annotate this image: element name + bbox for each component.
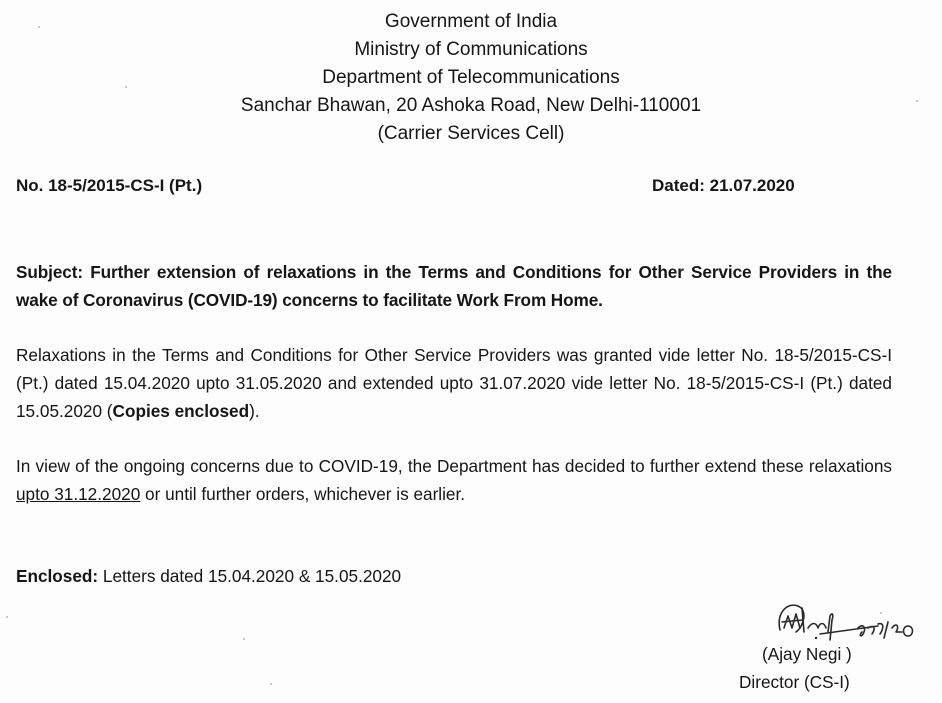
letterhead-address: Sanchar Bhawan, 20 Ashoka Road, New Delhi-110001 [240, 95, 702, 116]
subject-text: Further extension of relaxations in the Terms and Conditions for Other Service Providers in the wake of Coronavirus (COVID-19) concerns to facilitate Work From Home. [16, 262, 892, 310]
signatory-title: Director (CS-I) [739, 672, 850, 692]
body-paragraph-2 [16, 452, 892, 508]
scan-speck [916, 100, 918, 102]
letterhead-government: Government of India [384, 11, 558, 32]
signatory-name: (Ajay Negi ) [762, 644, 852, 664]
paragraph2-text-before: In view of the ongoing concerns due to COVID-19, the Department has decided to further extend these relaxations [16, 456, 892, 476]
letterhead-department: Department of Telecommunications [322, 67, 620, 88]
scan-speck [880, 612, 882, 614]
letterhead [0, 8, 942, 148]
subject-label: Subject: [16, 262, 84, 282]
scan-speck [243, 638, 245, 640]
paragraph1-suffix: ). [249, 401, 260, 421]
body-paragraph-1 [16, 341, 892, 425]
letterhead-ministry: Ministry of Communications [354, 39, 588, 60]
scan-speck [6, 616, 8, 618]
reference-date: Dated: 21.07.2020 [652, 176, 795, 195]
scan-speck [38, 26, 40, 28]
extension-date-underlined: upto 31.12.2020 [16, 484, 141, 504]
enclosure-text: Letters dated 15.04.2020 & 15.05.2020 [98, 566, 402, 586]
enclosure-label: Enclosed: [16, 566, 99, 586]
enclosure-line [16, 562, 892, 590]
subject-paragraph [16, 258, 892, 314]
copies-enclosed-text: Copies enclosed [112, 401, 250, 421]
paragraph2-text-after: or until further orders, whichever is earlier. [140, 484, 466, 504]
scan-speck [270, 683, 272, 685]
paragraph1-text: Relaxations in the Terms and Conditions for Other Service Providers was granted vide letter No. 18-5/2015-CS-I (Pt.) dated 15.04.2020 upto 31.05.2020 and extended upto 31.07.2020 vide letter No. 18-5/2015-CS-I (Pt.) dated 15.05.2020 ( [16, 345, 892, 421]
letterhead-cell: (Carrier Services Cell) [377, 123, 565, 144]
scan-speck [125, 86, 127, 88]
signature-block [730, 598, 942, 703]
reference-number: No. 18-5/2015-CS-I (Pt.) [16, 176, 203, 195]
reference-line [16, 176, 926, 202]
